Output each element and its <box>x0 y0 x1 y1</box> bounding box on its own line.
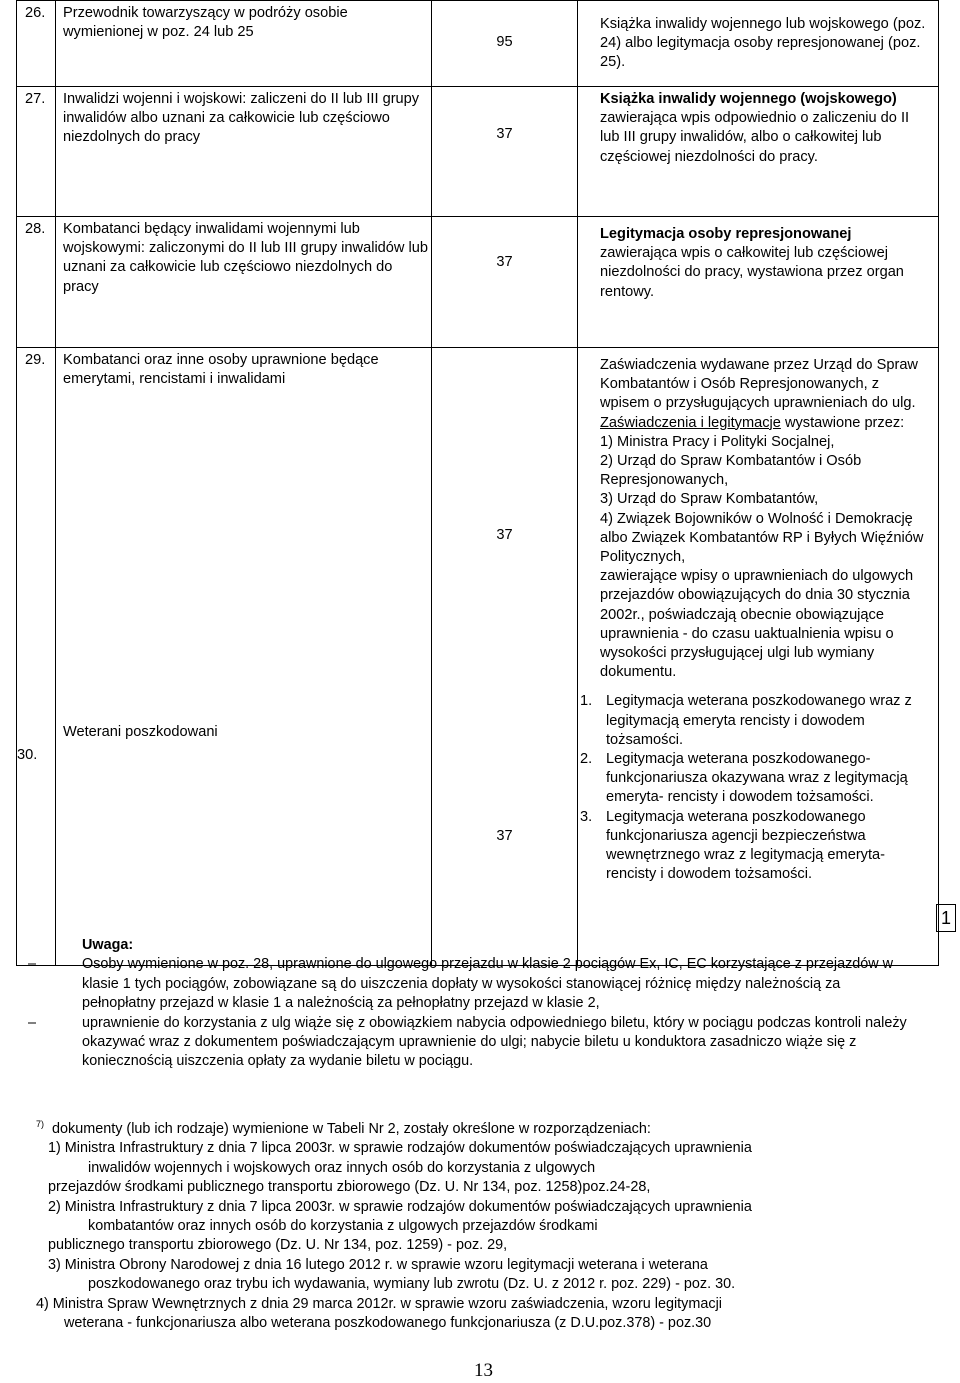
list-item: – Osoby wymienione w poz. 28, uprawnione do ulgowego przejazdu w klasie 2 pociągów Ex, IC, EC korzystające z przejazdów w klasie 1 tych pociągów, zobowiązane są do uiszczenia dopłaty w wysokości stanowiącej różnicę między należnością za pełnopłatny przejazd w klasie 1 a należnością za pełnopłatny przejazd w klasie 2, <box>28 956 894 1012</box>
discount-percent: 95 <box>496 34 513 50</box>
notes-section <box>28 936 916 1072</box>
table-row <box>17 348 939 966</box>
list-item: – uprawnienie do korzystania z ulg wiąże się z obowiązkiem nabycia odpowiedniego biletu, który w pociągu podczas kontroli należy okazywać wraz z dokumentem poświadczającym uprawnienie do ulgi; nabycie biletu u konduktora zasadniczo wiąże się z koniecznością uiszczenia opłaty za wydanie biletu w pociągu. <box>28 1014 907 1070</box>
side-number-box: 1 <box>936 904 956 932</box>
discount-percent: 37 <box>496 254 513 270</box>
footnote-item: 4) Ministra Spraw Wewnętrznych z dnia 29 marca 2012r. w sprawie wzoru zaświadczenia, wzoru legitymacji weterana - funkcjonariusza albo weterana poszkodowanego funkcjonariusza (z D.U.poz.378) - poz.30 <box>36 1295 722 1332</box>
row-document: Książka inwalidy wojennego lub wojskowego (poz. 24) albo legitymacja osoby represjonowanej (poz. 25). <box>600 16 926 71</box>
underlined-text: Zaświadczenia i legitymacje <box>600 414 781 431</box>
row-description: Kombatanci będący inwalidami wojennymi lub wojskowymi: zaliczonymi do II lub III grupy inwalidów lub uznani za całkowicie lub częściowo niezdolnych do pracy <box>63 221 428 295</box>
row-description: Weterani poszkodowani <box>63 724 218 741</box>
footnote-item: 1) Ministra Infrastruktury z dnia 7 lipca 2003r. w sprawie rodzajów dokumentów poświadczających uprawnienia inwalidów wojennych i wojskowych oraz innych osób do korzystania z ulgowych przejazdów środkami publicznego transportu zbiorowego (Dz. U. Nr 134, poz. 1258)poz.24-28, <box>48 1140 752 1196</box>
footnote-intro: $^{7)}$ dokumenty (lub ich rodzaje) wymienione w Tabeli Nr 2, zostały określone w rozporządzeniach: <box>36 1119 651 1137</box>
row-document: Zaświadczenia wydawane przez Urząd do Spraw Kombatantów i Osób Represjonowanych, z wpisem o przysługujących uprawnieniach do ulg. Zaświadczenia i legitymacje wystawione przez: 1) Ministra Pracy i Polityki Socjalnej, 2) Urząd do Spraw Kombatantów i Osób Represjonowanych, 3) Urząd do Spraw Kombatantów, 4) Związek Bojowników o Wolność i Demokrację albo Związek Kombatantów RP i Byłych Więźniów Politycznych, zawierające wpisy o uprawnieniach do ulgowych przejazdów obowiązujących do dnia 30 stycznia 2002r., poświadczają obecnie obowiązujące uprawnienia - do czasu uaktualnienia wpisu o wysokości przysługującej ulgi lub wymiany dokumentu. <box>600 357 924 681</box>
privileges-table <box>16 0 939 966</box>
row-document: Książka inwalidy wojennego (wojskowego) zawierająca wpis odpowiednio o zaliczeniu do II lub III grupy inwalidów, albo o całkowitej lub częściowej niezdolności do pracy. <box>600 91 910 165</box>
row-number: 29. <box>25 352 46 368</box>
discount-percent: 37 <box>496 527 513 543</box>
page-number: 13 <box>474 1360 493 1381</box>
row-document <box>578 682 938 884</box>
discount-percent: 37 <box>496 828 513 845</box>
row-number: 26. <box>17 1 56 87</box>
row-description: Przewodnik towarzyszący w podróży osobie wymienionej w poz. 24 lub 25 <box>63 5 348 41</box>
footnote-item: 2) Ministra Infrastruktury z dnia 7 lipca 2003r. w sprawie rodzajów dokumentów poświadczających uprawnienia kombatantów oraz innych osób do korzystania z ulgowych przejazdów środkami publicznego transportu zbiorowego (Dz. U. Nr 134, poz. 1259) - poz. 29, <box>48 1198 752 1254</box>
row-description: Kombatanci oraz inne osoby uprawnione będące emerytami, rencistami i inwalidami <box>63 352 379 388</box>
table-row <box>17 217 939 348</box>
list-item: 1. Legitymacja weterana poszkodowanego wraz z legitymacją emeryta rencisty i dowodem tożsamości. <box>580 693 912 748</box>
footnote-item: 3) Ministra Obrony Narodowej z dnia 16 lutego 2012 r. w sprawie wzoru legitymacji weterana i weterana poszkodowanego oraz trybu ich wydawania, wymiany lub zwrotu (Dz. U. z 2012 r. poz. 229) - poz. 30. <box>48 1256 736 1293</box>
discount-percent: 37 <box>496 126 513 142</box>
table-row <box>17 87 939 217</box>
row-number: 27. <box>17 87 56 217</box>
list-item: 2. Legitymacja weterana poszkodowanego-funkcjonariusza okazywana wraz z legitymacją emeryta- rencisty i dowodem tożsamości. <box>580 751 908 806</box>
table-row <box>17 1 939 87</box>
list-item: 3. Legitymacja weterana poszkodowanego funkcjonariusza agencji bezpieczeństwa wewnętrznego wraz z legitymacją emeryta-rencisty i dowodem tożsamości. <box>580 808 886 883</box>
row-document: Legitymacja osoby represjonowanej zawierająca wpis o całkowitej lub częściowej niezdolności do pracy, wystawiona przez organ rentowy. <box>600 226 904 300</box>
footnotes-section <box>36 1120 916 1333</box>
row-description: Inwalidzi wojenni i wojskowi: zaliczeni do II lub III grupy inwalidów albo uznani za całkowicie lub częściowo niezdolnych do pracy <box>63 91 420 146</box>
row-number: 28. <box>17 217 56 348</box>
notes-heading: Uwaga: <box>82 937 134 953</box>
row-number: 30. <box>17 747 38 764</box>
